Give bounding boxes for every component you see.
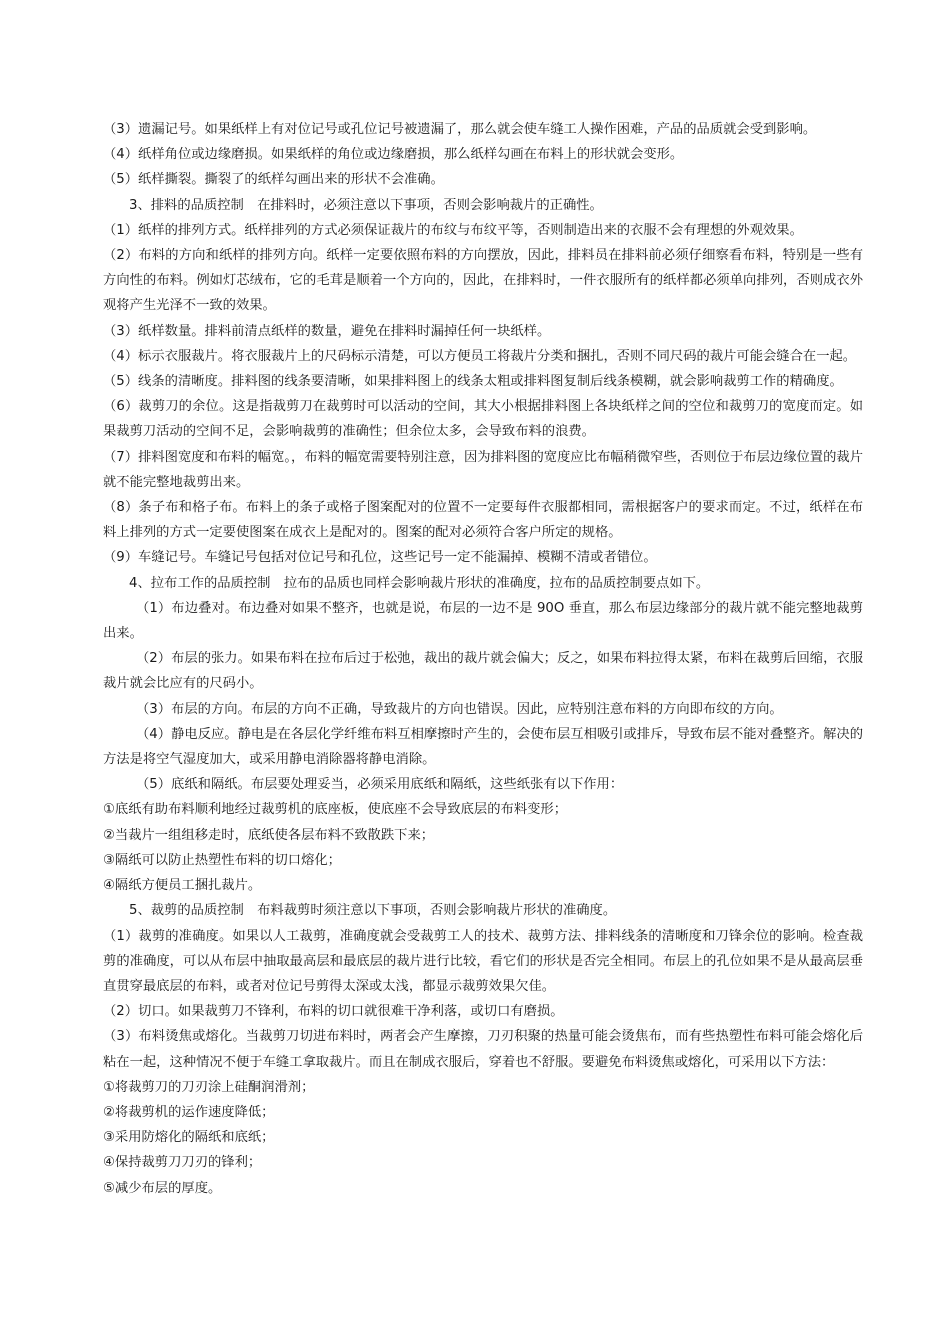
document-body <box>103 117 863 1201</box>
paragraph: （1）裁剪的准确度。如果以人工裁剪，准确度就会受裁剪工人的技术、裁剪方法、排料线条的清晰度和刀锋余位的影响。检查裁剪的准确度，可以从布层中抽取最高层和最底层的裁片进行比较，看它们的形状是否完全相同。布层上的孔位如果不是从最高层垂直贯穿最底层的布料，或者对位记号剪得太深或太浅，都显示裁剪效果欠佳。 <box>103 928 863 994</box>
paragraph: ③采用防熔化的隔纸和底纸； <box>103 1130 275 1146</box>
paragraph: ④隔纸方便员工捆扎裁片。 <box>103 878 262 894</box>
paragraph: （1）布边叠对。布边叠对如果不整齐，也就是说，布层的一边不是 90O 垂直，那么布层边缘部分的裁片就不能完整地裁剪出来。 <box>103 600 863 642</box>
paragraph: （3）布料烫焦或熔化。当裁剪刀切进布料时，两者会产生摩擦，刀刃积聚的热量可能会烫焦布，而有些热塑性布料可能会熔化后粘在一起，这种情况不便于车缝工拿取裁片。而且在制成衣服后，穿着也不舒服。要避免布料烫焦或熔化，可采用以下方法： <box>103 1029 863 1070</box>
paragraph: （5）底纸和隔纸。布层要处理妥当，必须采用底纸和隔纸，这些纸张有以下作用： <box>136 777 624 793</box>
paragraph: （4）纸样角位或边缘磨损。如果纸样的角位或边缘磨损，那么纸样勾画在布料上的形状就会变形。 <box>103 147 684 163</box>
paragraph: （4）静电反应。静电是在各层化学纤维布料互相摩擦时产生的，会使布层互相吸引或排斥，导致布层不能对叠整齐。解决的方法是将空气湿度加大，或采用静电消除器将静电消除。 <box>103 726 863 768</box>
paragraph: ④保持裁剪刀刀刃的锋利； <box>103 1155 262 1171</box>
paragraph: （2）布层的张力。如果布料在拉布后过于松弛，裁出的裁片就会偏大；反之，如果布料拉得太紧，布料在裁剪后回缩，衣服裁片就会比应有的尺码小。 <box>103 651 863 692</box>
paragraph: ②当裁片一组组移走时，底纸使各层布料不致散跌下来； <box>103 827 435 843</box>
paragraph: （6）裁剪刀的余位。这是指裁剪刀在裁剪时可以活动的空间，其大小根据排料图上各块纸样之间的空位和裁剪刀的宽度而定。如果裁剪刀活动的空间不足，会影响裁剪的准确性；但余位太多，会导致布料的浪费。 <box>103 399 863 440</box>
paragraph: （5）纸样撕裂。撕裂了的纸样勾画出来的形状不会准确。 <box>103 172 444 188</box>
paragraph: （3）遗漏记号。如果纸样上有对位记号或孔位记号被遗漏了，那么就会使车缝工人操作困难，产品的品质就会受到影响。 <box>103 122 817 137</box>
paragraph: ②将裁剪机的运作速度降低； <box>103 1104 275 1120</box>
paragraph: 3、排料的品质控制 在排料时，必须注意以下事项，否则会影响裁片的正确性。 <box>129 197 603 213</box>
paragraph: （3）纸样数量。排料前清点纸样的数量，避免在排料时漏掉任何一块纸样。 <box>103 323 551 339</box>
paragraph: （2）切口。如果裁剪刀不锋利，布料的切口就很难干净利落，或切口有磨损。 <box>103 1004 564 1020</box>
paragraph: （8）条子布和格子布。布料上的条子或格子图案配对的位置不一定要每件衣服都相同，需根据客户的要求而定。不过，纸样在布料上排列的方式一定要使图案在成衣上是配对的。图案的配对必须符合客户所定的规格。 <box>103 500 863 541</box>
paragraph: 5、裁剪的品质控制 布料裁剪时须注意以下事项，否则会影响裁片形状的准确度。 <box>129 903 617 919</box>
paragraph: ①将裁剪刀的刀刃涂上硅酮润滑剂； <box>103 1079 315 1095</box>
paragraph: （5）线条的清晰度。排料图的线条要清晰，如果排料图上的线条太粗或排料图复制后线条模糊，就会影响裁剪工作的精确度。 <box>103 374 843 390</box>
paragraph: （4）标示衣服裁片。将衣服裁片上的尺码标示清楚，可以方便员工将裁片分类和捆扎，否则不同尺码的裁片可能会缝合在一起。 <box>103 348 857 364</box>
paragraph: ③隔纸可以防止热塑性布料的切口熔化； <box>103 852 341 868</box>
paragraph: （2）布料的方向和纸样的排列方向。纸样一定要依照布料的方向摆放，因此，排料员在排料前必须仔细察看布料，特别是一些有方向性的布料。例如灯芯绒布，它的毛茸是顺着一个方向的，因此，在排料时，一件衣服所有的纸样都必须单向排列，否则成衣外观将产生光泽不一致的效果。 <box>103 248 863 314</box>
paragraph: （3）布层的方向。布层的方向不正确，导致裁片的方向也错误。因此，应特别注意布料的方向即布纹的方向。 <box>136 701 783 717</box>
paragraph: 4、拉布工作的品质控制 拉布的品质也同样会影响裁片形状的准确度，拉布的品质控制要点如下。 <box>129 575 710 591</box>
paragraph: ①底纸有助布料顺利地经过裁剪机的底座板，使底座不会导致底层的布料变形； <box>103 802 568 818</box>
paragraph: ⑤减少布层的厚度。 <box>103 1180 222 1196</box>
paragraph: （1）纸样的排列方式。纸样排列的方式必须保证裁片的布纹与布纹平等，否则制造出来的衣服不会有理想的外观效果。 <box>103 222 803 238</box>
paragraph: （9）车缝记号。车缝记号包括对位记号和孔位，这些记号一定不能漏掉、模糊不清或者错位。 <box>103 550 657 566</box>
paragraph: （7）排料图宽度和布料的幅宽。，布料的幅宽需要特别注意，因为排料图的宽度应比布幅稍微窄些，否则位于布层边缘位置的裁片就不能完整地裁剪出来。 <box>103 449 863 490</box>
